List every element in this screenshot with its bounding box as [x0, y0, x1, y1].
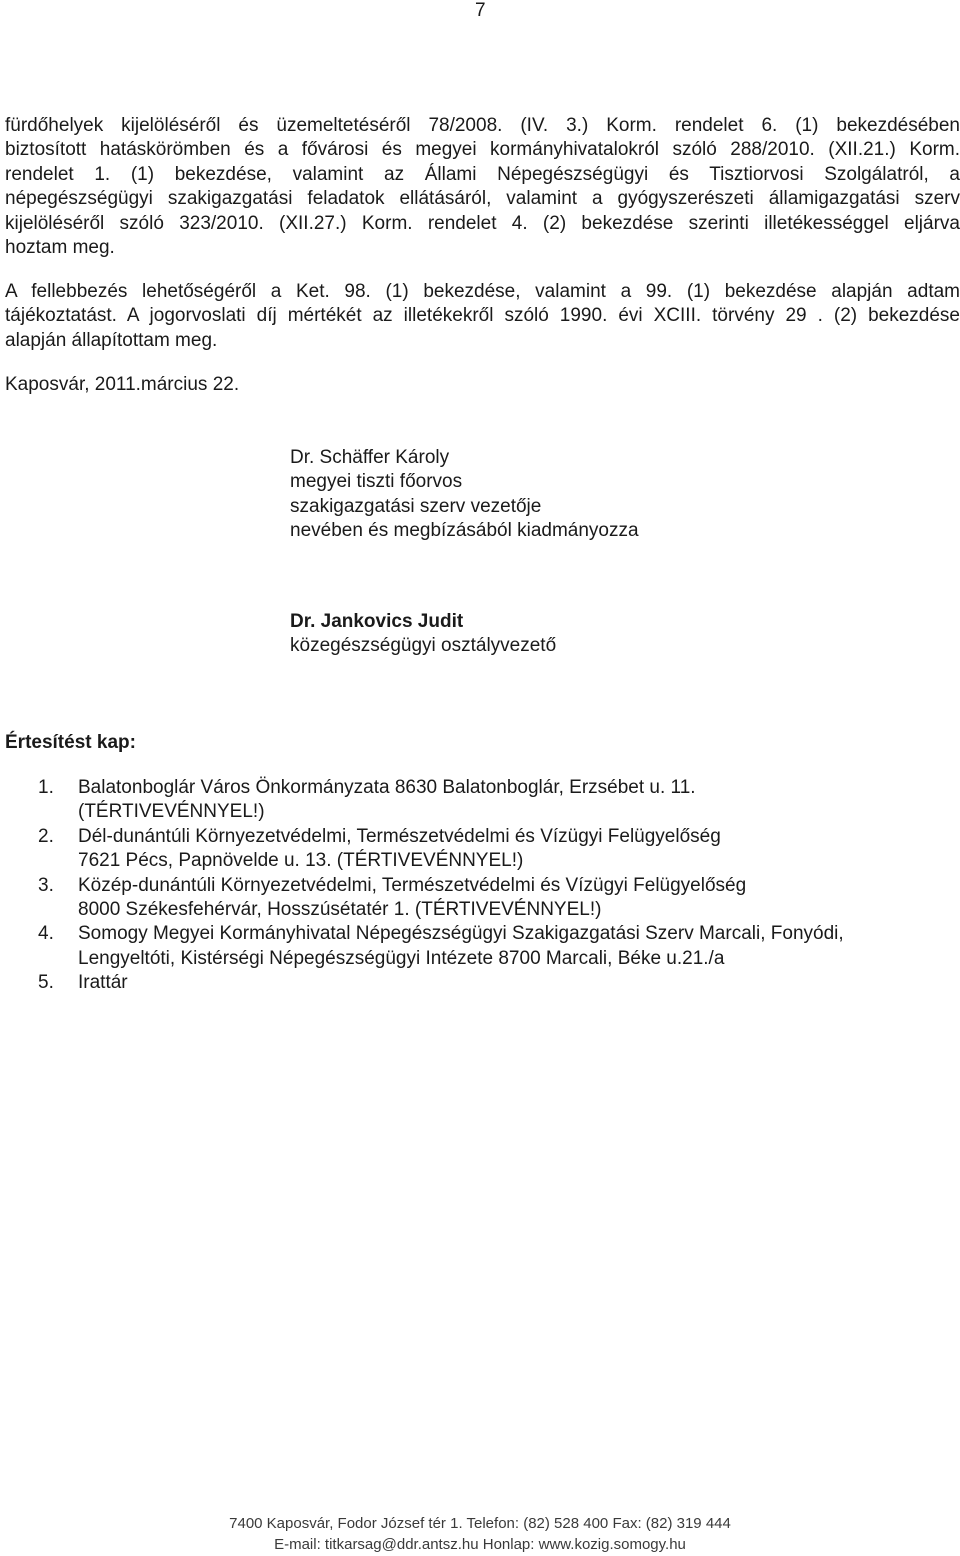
list-item-line: Balatonboglár Város Önkormányzata 8630 Balatonboglár, Erzsébet u. 11. [78, 777, 696, 798]
paragraph-line: hoztam meg. [5, 237, 115, 259]
list-item-number: 4. [38, 923, 54, 945]
paragraph-line: kijelöléséről szóló 323/2010. (XII.27.) Korm. rendelet 4. (2) bekezdése szerinti illetékességgel eljárva [5, 212, 960, 234]
signatory-title: szakigazgatási szerv vezetője [290, 495, 542, 517]
paragraph-line: A fellebbezés lehetőségéről a Ket. 98. (1) bekezdése, valamint a 99. (1) bekezdése alapján adtam [5, 281, 960, 302]
list-item [38, 922, 844, 971]
list-item-line: Irattár [78, 972, 128, 994]
paragraph-line: rendelet 1. (1) bekezdése, valamint az Állami Népegészségügyi és Tisztiorvosi Szolgálatról, a [5, 163, 960, 185]
signatory-title: megyei tiszti főorvos [290, 471, 463, 493]
list-item [38, 825, 844, 874]
list-item-number: 1. [38, 777, 54, 798]
list-item [38, 874, 844, 923]
appeal-information-paragraph [5, 280, 960, 353]
list-item-line: Dél-dunántúli Környezetvédelmi, Természetvédelmi és Vízügyi Felügyelőség [78, 825, 721, 847]
list-item-line: 8000 Székesfehérvár, Hosszúsétatér 1. (TÉRTIVEVÉNNYEL!) [78, 899, 602, 921]
signatory-name: Dr. Jankovics Judit [290, 611, 464, 632]
signatory-name: Dr. Schäffer Károly [290, 447, 450, 468]
footer-address: 7400 Kaposvár, Fodor József tér 1. Telefon: (82) 528 400 Fax: (82) 319 444 [229, 1515, 731, 1532]
recipients-list [38, 776, 844, 996]
page-number: 7 [475, 0, 486, 21]
signature-block-department-head [290, 610, 556, 659]
paragraph-line: biztosított hatáskörömben és a fővárosi és megyei kormányhivatalokról szóló 288/2010. (XII.21.) Korm. [5, 139, 960, 161]
paragraph-line: tájékoztatást. A jogorvoslati díj mértékét az illetékekről szóló 1990. évi XCIII. törvény 29 . (2) bekezdése [5, 305, 960, 327]
list-item-line: (TÉRTIVEVÉNNYEL!) [78, 801, 265, 823]
recipients-heading: Értesítést kap: [5, 732, 136, 753]
signature-block-chief-officer [290, 446, 639, 543]
list-item-number: 2. [38, 825, 54, 847]
list-item-line: Közép-dunántúli Környezetvédelmi, Természetvédelmi és Vízügyi Felügyelőség [78, 874, 747, 896]
list-item-line: Lengyeltóti, Kistérségi Népegészségügyi Intézete 8700 Marcali, Béke u.21./a [78, 947, 725, 969]
paragraph-line: népegészségügyi szakigazgatási feladatok ellátásáról, valamint a gyógyszerészeti államigazgatási szerv [5, 188, 960, 210]
footer-contact: E-mail: titkarsag@ddr.antsz.hu Honlap: www.kozig.somogy.hu [274, 1536, 686, 1553]
signatory-title: közegészségügyi osztályvezető [290, 635, 557, 657]
paragraph-line: fürdőhelyek kijelöléséről és üzemeltetéséről 78/2008. (IV. 3.) Korm. rendelet 6. (1) bekezdésében [5, 115, 960, 136]
decision-legal-basis-paragraph [5, 114, 960, 260]
list-item [38, 776, 844, 825]
list-item [38, 971, 844, 995]
place-and-date: Kaposvár, 2011.március 22. [5, 374, 240, 395]
list-item-line: 7621 Pécs, Papnövelde u. 13. (TÉRTIVEVÉNNYEL!) [78, 850, 524, 872]
paragraph-line: alapján állapítottam meg. [5, 329, 218, 351]
signatory-title: nevében és megbízásából kiadmányozza [290, 519, 639, 541]
list-item-number: 5. [38, 972, 54, 994]
list-item-line: Somogy Megyei Kormányhivatal Népegészségügyi Szakigazgatási Szerv Marcali, Fonyódi, [78, 923, 844, 945]
list-item-number: 3. [38, 874, 54, 896]
